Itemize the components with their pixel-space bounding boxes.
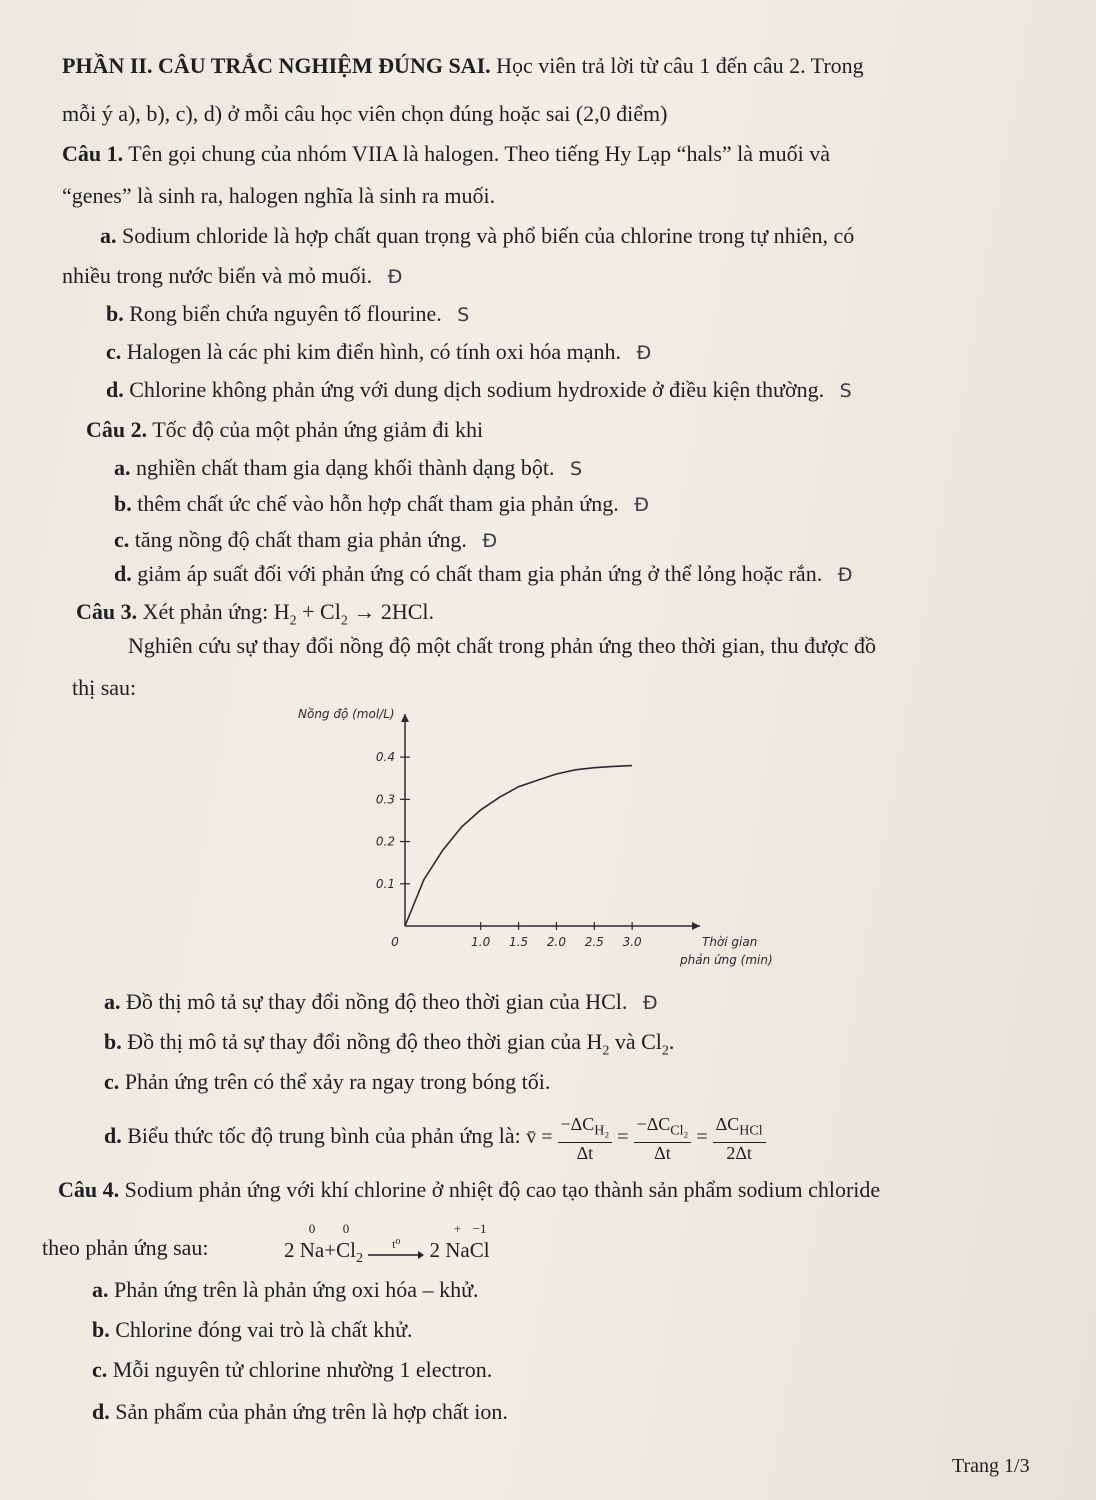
subscript: H₂: [594, 1123, 610, 1139]
option-label: a.: [104, 989, 121, 1014]
x-tick-label: 1.0: [471, 935, 491, 949]
frac-num: ΔC: [715, 1114, 740, 1134]
plus-sign: +: [302, 599, 315, 624]
handwritten-mark: Đ: [634, 494, 649, 516]
section-intro: Học viên trả lời từ câu 1 đến câu 2. Trong: [496, 53, 864, 78]
handwritten-mark: Đ: [636, 342, 652, 364]
reactant-cl: Cl: [320, 599, 341, 624]
option-label: b.: [114, 491, 132, 516]
subscript: 2: [340, 613, 348, 629]
option-label: c.: [114, 527, 130, 552]
q1-stem-text: Tên gọi chung của nhóm VIIA là halogen. Theo tiếng Hy Lạp “hals” là muối và: [128, 141, 831, 166]
section-title: PHẦN II. CÂU TRẮC NGHIỆM ĐÚNG SAI.: [62, 53, 491, 78]
avg-rate-symbol: v̄: [526, 1125, 537, 1148]
option-text: tăng nồng độ chất tham gia phản ứng.: [134, 527, 467, 552]
y-tick-label: 0.2: [375, 834, 395, 849]
option-label: b.: [106, 301, 124, 326]
series-line: [405, 766, 632, 926]
x-axis-arrow-icon: [692, 922, 700, 930]
q3-label: Câu 3.: [76, 599, 138, 624]
q1-stem-2: [62, 182, 495, 210]
option-label: a.: [92, 1277, 109, 1302]
concentration-chart: [270, 696, 790, 986]
q4-label: Câu 4.: [58, 1177, 120, 1202]
q1-stem-text-2: “genes” là sinh ra, halogen nghĩa là sinh ra muối.: [62, 183, 496, 208]
subscript: 2: [602, 1043, 610, 1059]
equals: =: [541, 1125, 553, 1148]
subscript: 2: [289, 613, 297, 629]
equals: =: [617, 1125, 629, 1148]
chem-cl: Cl: [641, 1029, 662, 1054]
option-label: d.: [106, 377, 124, 402]
q3-stem: [76, 598, 434, 635]
option-text: nhiều trong nước biển và mỏ muối.: [62, 263, 373, 288]
q3-stem-text: Xét phản ứng:: [142, 599, 269, 624]
oxidation-number: 0: [308, 1221, 316, 1236]
y-axis-arrow-icon: [401, 714, 409, 722]
frac-den: Δt: [576, 1142, 594, 1163]
oxidation-number: −1: [472, 1221, 487, 1236]
q3-stem-3: [72, 674, 136, 702]
coefficient: 2: [429, 1238, 440, 1262]
option-text: Halogen là các phi kim điển hình, có tính oxi hóa mạnh.: [126, 339, 622, 364]
handwritten-mark: Đ: [642, 992, 658, 1014]
option-label: d.: [92, 1399, 110, 1424]
y-axis-label: Nồng độ (mol/L): [298, 707, 395, 721]
reactant-h: H: [273, 599, 290, 624]
option-label: d.: [114, 561, 132, 586]
q4-option-c: [92, 1356, 492, 1384]
handwritten-mark: S: [839, 380, 852, 402]
q3-stem-text-2: Nghiên cứu sự thay đổi nồng độ một chất trong phản ứng theo thời gian, thu được đồ: [128, 633, 876, 658]
q1-option-c: [106, 338, 651, 367]
y-tick-label: 0.3: [375, 792, 395, 807]
option-label: a.: [100, 223, 117, 248]
option-text: Sản phẩm của phản ứng trên là hợp chất ion.: [115, 1399, 508, 1424]
q4-option-a: [92, 1276, 479, 1304]
q4-stem-text-2: theo phản ứng sau:: [42, 1235, 209, 1260]
reactant-na: Na: [299, 1238, 325, 1262]
handwritten-mark: S: [457, 304, 470, 326]
product-na: Na: [445, 1238, 470, 1262]
product: 2HCl.: [380, 599, 434, 624]
option-label: c.: [104, 1069, 120, 1094]
q2-label: Câu 2.: [86, 417, 148, 442]
q1-stem: [62, 140, 830, 168]
oxidation-number: +: [453, 1221, 462, 1236]
handwritten-mark: Đ: [482, 530, 498, 552]
frac-den: 2Δt: [726, 1142, 752, 1163]
conjunction: và: [614, 1029, 636, 1054]
reaction-condition: t⁰: [392, 1237, 401, 1252]
option-text: Phản ứng trên có thể xảy ra ngay trong bóng tối.: [124, 1069, 551, 1094]
section-header: [62, 52, 864, 80]
option-label: c.: [92, 1357, 108, 1382]
fraction-hcl: [713, 1114, 766, 1163]
handwritten-mark: S: [570, 458, 583, 480]
q2-option-c: [114, 526, 497, 555]
subscript: 2: [661, 1043, 669, 1059]
option-text: Mỗi nguyên tử chlorine nhường 1 electron.: [112, 1357, 493, 1382]
q3-option-a: [104, 988, 658, 1017]
q3-option-c: [104, 1068, 550, 1096]
frac-den: Δt: [654, 1142, 671, 1163]
equals: =: [696, 1125, 708, 1148]
x-axis-label-2: phản ứng (min): [680, 953, 773, 967]
option-label: c.: [106, 339, 122, 364]
option-text: Chlorine đóng vai trò là chất khử.: [115, 1317, 413, 1342]
option-text: Đồ thị mô tả sự thay đổi nồng độ theo thời gian của HCl.: [126, 989, 628, 1014]
page-number-text: Trang 1/3: [952, 1455, 1030, 1477]
y-tick-label: 0.1: [375, 876, 395, 891]
product-cl: Cl: [469, 1238, 490, 1262]
q1-option-b: [106, 300, 469, 329]
origin-label: 0: [391, 935, 399, 949]
x-tick-label: 2.0: [546, 935, 566, 949]
option-label: b.: [104, 1029, 122, 1054]
handwritten-mark: Đ: [837, 564, 853, 586]
x-tick-label: 2.5: [584, 935, 604, 949]
q3-option-b: [104, 1028, 674, 1065]
x-tick-label: 3.0: [622, 935, 642, 949]
q2-stem: [86, 416, 483, 444]
reactant-cl: Cl: [336, 1238, 356, 1262]
option-text: Biểu thức tốc độ trung bình của phản ứng là:: [127, 1122, 521, 1148]
q2-option-d: [114, 560, 852, 589]
page-number: [952, 1452, 1030, 1480]
instruction-text: mỗi ý a), b), c), d) ở mỗi câu học viên chọn đúng hoặc sai (2,0 điểm): [62, 101, 668, 126]
reaction-arrow-icon: [368, 1237, 424, 1262]
q2-option-a: [114, 454, 582, 483]
option-label: a.: [114, 455, 131, 480]
x-axis-label: Thời gian: [702, 935, 758, 949]
q1-option-d: [106, 376, 852, 405]
q3-reaction: [273, 599, 434, 629]
oxidation-number: 0: [342, 1221, 350, 1236]
q1-label: Câu 1.: [62, 141, 124, 166]
section-instruction: [62, 100, 667, 128]
frac-num: −ΔC: [636, 1114, 671, 1134]
subscript: Cl₂: [670, 1123, 689, 1139]
option-text: Chlorine không phản ứng với dung dịch sodium hydroxide ở điều kiện thường.: [129, 377, 825, 402]
q4-option-d: [92, 1398, 508, 1426]
option-text: thêm chất ức chế vào hỗn hợp chất tham gia phản ứng.: [137, 491, 619, 516]
q3-stem-2: [128, 632, 876, 660]
option-text: Đồ thị mô tả sự thay đổi nồng độ theo thời gian của: [127, 1029, 581, 1054]
y-tick-label: 0.4: [375, 750, 395, 765]
q3-stem-text-3: thị sau:: [72, 675, 137, 700]
option-text: Rong biển chứa nguyên tố flourine.: [129, 301, 442, 326]
plus-sign: +: [324, 1238, 337, 1262]
period: .: [668, 1029, 675, 1054]
reaction-arrow: →: [353, 599, 376, 624]
chem-h: H: [586, 1029, 603, 1054]
q4-stem-2: [42, 1234, 209, 1262]
option-text: Phản ứng trên là phản ứng oxi hóa – khử.: [114, 1277, 479, 1302]
option-text: Sodium chloride là hợp chất quan trọng và phổ biến của chlorine trong tự nhiên, có: [122, 223, 855, 248]
q2-stem-text: Tốc độ của một phản ứng giảm đi khi: [152, 417, 484, 442]
option-text: nghiền chất tham gia dạng khối thành dạng bột.: [136, 455, 555, 480]
fraction-cl2: [634, 1114, 692, 1163]
q1-option-a: [100, 222, 854, 250]
option-label: d.: [104, 1122, 122, 1148]
option-label: b.: [92, 1317, 110, 1342]
fraction-h2: [558, 1114, 613, 1163]
q4-option-b: [92, 1316, 413, 1344]
q2-option-b: [114, 490, 649, 519]
q4-stem: [58, 1176, 880, 1204]
coefficient: 2: [284, 1238, 295, 1262]
q1-option-a-cont: [62, 262, 402, 291]
subscript: HCl: [739, 1123, 763, 1139]
q4-reaction: [284, 1221, 490, 1273]
subscript: 2: [355, 1251, 363, 1267]
q3-option-d: [104, 1114, 766, 1163]
q4-stem-text: Sodium phản ứng với khí chlorine ở nhiệt độ cao tạo thành sản phẩm sodium chloride: [124, 1177, 881, 1202]
handwritten-mark: Đ: [387, 266, 403, 288]
x-tick-label: 1.5: [509, 935, 529, 949]
frac-num: −ΔC: [560, 1114, 595, 1134]
option-text: giảm áp suất đối với phản ứng có chất tham gia phản ứng ở thể lỏng hoặc rắn.: [137, 561, 823, 586]
